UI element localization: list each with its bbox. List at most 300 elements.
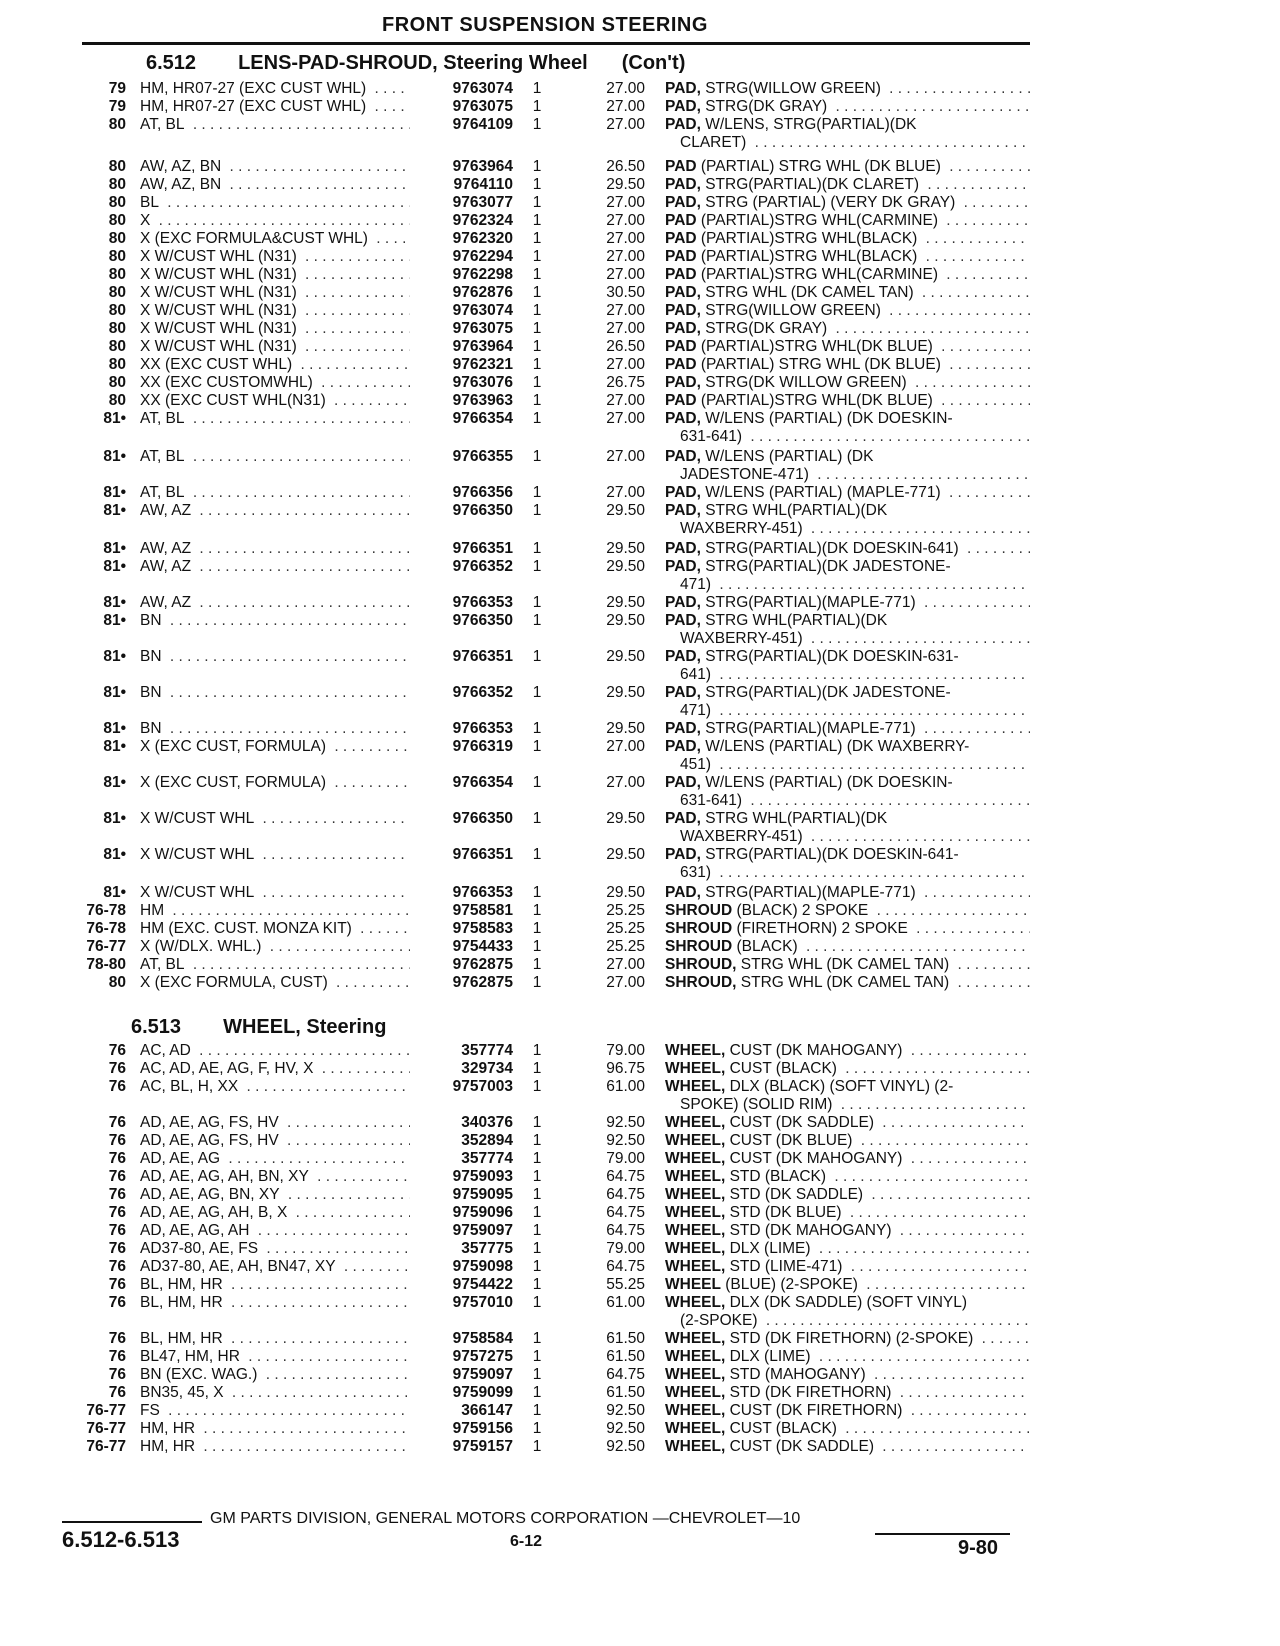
quantity: 1 (532, 1420, 542, 1437)
table-row (0, 1420, 1280, 1438)
application: AD, AE, AG, BN, XY . . . (140, 1186, 410, 1204)
table-row (0, 594, 1280, 612)
quantity: 1 (532, 956, 542, 973)
key-number: 76 (108, 1042, 126, 1059)
description: PAD, STRG(DK GRAY) . . . (665, 320, 1030, 338)
quantity: 1 (532, 212, 542, 229)
table-row (0, 484, 1280, 502)
application: X W/CUST WHL (N31) . . . (140, 284, 410, 302)
application: AW, AZ . . . (140, 540, 410, 558)
part-name: WHEEL, (665, 1150, 726, 1167)
part-name: PAD, (665, 594, 701, 611)
table-row (0, 502, 1280, 520)
table-row (0, 920, 1280, 938)
page-header (82, 12, 1030, 45)
key-number: 80 (108, 338, 126, 355)
key-number: 76 (108, 1204, 126, 1221)
part-number: 9763074 (452, 302, 513, 319)
part-name: PAD, (665, 502, 701, 519)
application: X . . . (140, 212, 410, 230)
description: PAD, STRG (PARTIAL) (VERY DK GRAY) . . . (665, 194, 1030, 212)
part-name: PAD, (665, 284, 701, 301)
price: 64.75 (606, 1186, 645, 1203)
application: AW, AZ . . . (140, 558, 410, 576)
part-number: 9762875 (452, 956, 513, 973)
part-name: WHEEL, (665, 1060, 726, 1077)
description: WHEEL, CUST (DK SADDLE) . . . (665, 1438, 1030, 1456)
application: X W/CUST WHL (N31) . . . (140, 302, 410, 320)
key-number: 76 (108, 1384, 126, 1401)
application: X W/CUST WHL . . . (140, 810, 410, 828)
description: WHEEL, DLX (BLACK) (SOFT VINYL) (2- (665, 1078, 1030, 1096)
application: HM, HR . . . (140, 1420, 410, 1438)
part-name: PAD (665, 266, 697, 283)
table-row (0, 392, 1280, 410)
table-row (0, 1348, 1280, 1366)
part-name: PAD, (665, 484, 701, 501)
description: PAD, STRG(PARTIAL)(DK DOESKIN-641) . . . (665, 540, 1030, 558)
table-row (0, 194, 1280, 212)
quantity: 1 (532, 176, 542, 193)
part-name: PAD, (665, 302, 701, 319)
part-number: 9762294 (452, 248, 513, 265)
part-number: 9763076 (452, 374, 513, 391)
table-row (0, 1222, 1280, 1240)
price: 79.00 (606, 1240, 645, 1257)
part-name: PAD (665, 248, 697, 265)
key-number: 81• (103, 558, 126, 575)
quantity: 1 (532, 392, 542, 409)
key-number: 76 (108, 1150, 126, 1167)
description: PAD (PARTIAL) STRG WHL (DK BLUE) . . . (665, 158, 1030, 176)
description-continuation: (2-SPOKE) . . . (680, 1312, 1030, 1330)
application: AT, BL . . . (140, 956, 410, 974)
key-number: 81• (103, 540, 126, 557)
key-number: 80 (108, 284, 126, 301)
description: SHROUD, STRG WHL (DK CAMEL TAN) . . . (665, 956, 1030, 974)
application: AT, BL . . . (140, 410, 410, 428)
key-number: 76-78 (86, 920, 126, 937)
application: HM, HR07-27 (EXC CUST WHL) . . . (140, 98, 410, 116)
application: FS . . . (140, 1402, 410, 1420)
application: XX (EXC CUST WHL(N31) . . . (140, 392, 410, 410)
price: 61.00 (606, 1294, 645, 1311)
application: AC, AD, AE, AG, F, HV, X . . . (140, 1060, 410, 1078)
part-number: 352894 (461, 1132, 513, 1149)
table-row (0, 884, 1280, 902)
table-row (0, 1294, 1280, 1312)
description: PAD, W/LENS, STRG(PARTIAL)(DK (665, 116, 1030, 134)
table-row (0, 448, 1280, 466)
key-number: 79 (108, 80, 126, 97)
quantity: 1 (532, 738, 542, 755)
description: PAD, STRG(PARTIAL)(MAPLE-771) . . . (665, 720, 1030, 738)
table-row-continuation (0, 1312, 1280, 1330)
application: HM . . . (140, 902, 410, 920)
quantity: 1 (532, 810, 542, 827)
part-number: 9762321 (452, 356, 513, 373)
quantity: 1 (532, 1114, 542, 1131)
key-number: 76 (108, 1240, 126, 1257)
key-number: 76 (108, 1366, 126, 1383)
part-name: PAD, (665, 410, 701, 427)
quantity: 1 (532, 612, 542, 629)
description: PAD, STRG(PARTIAL)(DK JADESTONE- (665, 684, 1030, 702)
key-number: 76 (108, 1186, 126, 1203)
description: PAD, STRG(WILLOW GREEN) . . . (665, 80, 1030, 98)
application: HM (EXC. CUST. MONZA KIT) . . . (140, 920, 410, 938)
table-row (0, 248, 1280, 266)
part-name: PAD, (665, 720, 701, 737)
part-number: 9762324 (452, 212, 513, 229)
price: 27.00 (606, 974, 645, 991)
price: 27.00 (606, 80, 645, 97)
description: PAD, STRG(PARTIAL)(DK JADESTONE- (665, 558, 1030, 576)
description: WHEEL (BLUE) (2-SPOKE) . . . (665, 1276, 1030, 1294)
part-name: WHEEL, (665, 1240, 726, 1257)
price: 79.00 (606, 1150, 645, 1167)
table-row (0, 1366, 1280, 1384)
key-number: 80 (108, 320, 126, 337)
table-row (0, 1042, 1280, 1060)
part-number: 9766350 (452, 502, 513, 519)
key-number: 76 (108, 1294, 126, 1311)
price: 27.00 (606, 116, 645, 133)
quantity: 1 (532, 1132, 542, 1149)
part-name: PAD, (665, 176, 701, 193)
part-number: 9766350 (452, 612, 513, 629)
description-continuation: WAXBERRY-451) . . . (680, 828, 1030, 846)
quantity: 1 (532, 884, 542, 901)
part-name: PAD, (665, 738, 701, 755)
part-name: WHEEL, (665, 1204, 726, 1221)
application: AD37-80, AE, AH, BN47, XY . . . (140, 1258, 410, 1276)
table-row (0, 540, 1280, 558)
description: WHEEL, STD (DK MAHOGANY) . . . (665, 1222, 1030, 1240)
part-name: WHEEL, (665, 1402, 726, 1419)
footer-rule (875, 1533, 1010, 1535)
part-number: 9757003 (452, 1078, 513, 1095)
quantity: 1 (532, 938, 542, 955)
table-row-continuation (0, 864, 1280, 882)
price: 29.50 (606, 810, 645, 827)
part-number: 9764110 (453, 176, 513, 193)
quantity: 1 (532, 1402, 542, 1419)
price: 96.75 (606, 1060, 645, 1077)
part-number: 9759156 (452, 1420, 513, 1437)
part-name: SHROUD (665, 938, 733, 955)
price: 25.25 (606, 902, 645, 919)
price: 27.00 (606, 356, 645, 373)
footer-rule (62, 1521, 202, 1523)
application: AW, AZ . . . (140, 502, 410, 520)
table-row (0, 302, 1280, 320)
part-name: PAD, (665, 846, 701, 863)
price: 92.50 (606, 1132, 645, 1149)
part-name: PAD, (665, 774, 701, 791)
part-number: 9766351 (452, 648, 513, 665)
description: PAD (PARTIAL)STRG WHL(BLACK) . . . (665, 248, 1030, 266)
price: 29.50 (606, 176, 645, 193)
key-number: 76 (108, 1114, 126, 1131)
description-continuation: 631-641) . . . (680, 428, 1030, 446)
table-row-continuation (0, 428, 1280, 446)
application: AW, AZ . . . (140, 594, 410, 612)
part-name: WHEEL, (665, 1258, 726, 1275)
part-number: 9763963 (452, 392, 513, 409)
description: PAD, STRG WHL(PARTIAL)(DK (665, 612, 1030, 630)
table-row (0, 1276, 1280, 1294)
quantity: 1 (532, 410, 542, 427)
application: BL47, HM, HR . . . (140, 1348, 410, 1366)
part-number: 9759157 (452, 1438, 513, 1455)
application: XX (EXC CUST WHL) . . . (140, 356, 410, 374)
table-row-continuation (0, 576, 1280, 594)
key-number: 81• (103, 410, 126, 427)
table-row (0, 1258, 1280, 1276)
quantity: 1 (532, 1384, 542, 1401)
application: X W/CUST WHL . . . (140, 884, 410, 902)
price: 29.50 (606, 594, 645, 611)
description-continuation: 641) . . . (680, 666, 1030, 684)
key-number: 81• (103, 774, 126, 791)
table-row (0, 1438, 1280, 1456)
table-row (0, 846, 1280, 864)
description-continuation: 471) . . . (680, 702, 1030, 720)
part-number: 9754433 (452, 938, 513, 955)
price: 64.75 (606, 1204, 645, 1221)
quantity: 1 (532, 98, 542, 115)
description: PAD, W/LENS (PARTIAL) (DK DOESKIN- (665, 774, 1030, 792)
description: WHEEL, DLX (LIME) . . . (665, 1240, 1030, 1258)
application: BL . . . (140, 194, 410, 212)
part-name: PAD, (665, 540, 701, 557)
table-row (0, 356, 1280, 374)
part-number: 9766353 (452, 884, 513, 901)
table-row (0, 1330, 1280, 1348)
part-name: PAD, (665, 558, 701, 575)
part-name: WHEEL, (665, 1384, 726, 1401)
part-name: WHEEL (665, 1276, 721, 1293)
price: 55.25 (606, 1276, 645, 1293)
part-number: 366147 (461, 1402, 513, 1419)
application: X W/CUST WHL (N31) . . . (140, 248, 410, 266)
price: 61.50 (606, 1348, 645, 1365)
key-number: 76 (108, 1330, 126, 1347)
table-row-continuation (0, 828, 1280, 846)
part-number: 9758581 (452, 902, 513, 919)
part-name: PAD, (665, 374, 701, 391)
description-continuation: WAXBERRY-451) . . . (680, 520, 1030, 538)
price: 27.00 (606, 410, 645, 427)
price: 27.00 (606, 774, 645, 791)
part-number: 9759093 (452, 1168, 513, 1185)
application: AD, AE, AG, FS, HV . . . (140, 1132, 410, 1150)
part-name: PAD (665, 230, 697, 247)
table-row (0, 974, 1280, 992)
part-number: 9766350 (452, 810, 513, 827)
quantity: 1 (532, 720, 542, 737)
description: WHEEL, CUST (DK FIRETHORN) . . . (665, 1402, 1030, 1420)
quantity: 1 (532, 558, 542, 575)
description-continuation: 631) . . . (680, 864, 1030, 882)
part-name: PAD (665, 392, 697, 409)
description: WHEEL, CUST (DK SADDLE) . . . (665, 1114, 1030, 1132)
part-number: 9763074 (452, 80, 513, 97)
key-number: 78-80 (86, 956, 126, 973)
description: WHEEL, STD (DK FIRETHORN) (2-SPOKE) . . . (665, 1330, 1030, 1348)
part-name: WHEEL, (665, 1348, 726, 1365)
price: 27.00 (606, 738, 645, 755)
application: BN (EXC. WAG.) . . . (140, 1366, 410, 1384)
description: WHEEL, DLX (LIME) . . . (665, 1348, 1030, 1366)
key-number: 76 (108, 1222, 126, 1239)
part-number: 9766353 (452, 594, 513, 611)
table-row-continuation (0, 630, 1280, 648)
description: PAD, STRG WHL(PARTIAL)(DK (665, 502, 1030, 520)
key-number: 81• (103, 738, 126, 755)
quantity: 1 (532, 374, 542, 391)
footer-date: 9-80 (958, 1537, 999, 1559)
part-number: 9758584 (452, 1330, 513, 1347)
part-number: 9766352 (452, 558, 513, 575)
description-continuation: 451) . . . (680, 756, 1030, 774)
description-continuation: 631-641) . . . (680, 792, 1030, 810)
description-continuation: WAXBERRY-451) . . . (680, 630, 1030, 648)
description: PAD (PARTIAL) STRG WHL (DK BLUE) . . . (665, 356, 1030, 374)
part-number: 357774 (461, 1042, 513, 1059)
section-name: LENS-PAD-SHROUD, Steering Wheel (238, 52, 588, 74)
table-row-continuation (0, 756, 1280, 774)
part-name: PAD, (665, 320, 701, 337)
quantity: 1 (532, 648, 542, 665)
price: 27.00 (606, 248, 645, 265)
price: 27.00 (606, 392, 645, 409)
application: HM, HR07-27 (EXC CUST WHL) . . . (140, 80, 410, 98)
quantity: 1 (532, 540, 542, 557)
quantity: 1 (532, 684, 542, 701)
key-number: 80 (108, 158, 126, 175)
part-number: 9763964 (452, 338, 513, 355)
part-number: 9754422 (452, 1276, 513, 1293)
section-6-513-heading (131, 1016, 386, 1039)
description: WHEEL, CUST (DK MAHOGANY) . . . (665, 1150, 1030, 1168)
part-number: 9762298 (452, 266, 513, 283)
table-row-continuation (0, 520, 1280, 538)
quantity: 1 (532, 484, 542, 501)
part-name: WHEEL, (665, 1330, 726, 1347)
application: AD, AE, AG, AH . . . (140, 1222, 410, 1240)
price: 29.50 (606, 846, 645, 863)
key-number: 81• (103, 884, 126, 901)
part-name: WHEEL, (665, 1078, 726, 1095)
quantity: 1 (532, 116, 542, 133)
part-name: WHEEL, (665, 1132, 726, 1149)
table-row (0, 684, 1280, 702)
key-number: 81• (103, 810, 126, 827)
application: X (EXC CUST, FORMULA) . . . (140, 738, 410, 756)
application: AT, BL . . . (140, 484, 410, 502)
description: WHEEL, CUST (DK MAHOGANY) . . . (665, 1042, 1030, 1060)
quantity: 1 (532, 1186, 542, 1203)
price: 27.00 (606, 98, 645, 115)
part-number: 9762320 (452, 230, 513, 247)
part-number: 9766355 (452, 448, 513, 465)
price: 27.00 (606, 266, 645, 283)
application: BN . . . (140, 684, 410, 702)
table-row (0, 1168, 1280, 1186)
price: 26.50 (606, 338, 645, 355)
quantity: 1 (532, 1168, 542, 1185)
price: 27.00 (606, 230, 645, 247)
price: 29.50 (606, 612, 645, 629)
application: BN . . . (140, 612, 410, 630)
part-name: WHEEL, (665, 1222, 726, 1239)
key-number: 76-77 (86, 1438, 126, 1455)
table-row (0, 1114, 1280, 1132)
price: 29.50 (606, 558, 645, 575)
price: 64.75 (606, 1366, 645, 1383)
price: 27.00 (606, 484, 645, 501)
part-number: 9762876 (452, 284, 513, 301)
application: AD, AE, AG, AH, BN, XY . . . (140, 1168, 410, 1186)
key-number: 76 (108, 1060, 126, 1077)
part-name: SHROUD, (665, 974, 737, 991)
quantity: 1 (532, 1240, 542, 1257)
part-number: 9762875 (452, 974, 513, 991)
key-number: 76 (108, 1078, 126, 1095)
application: AD37-80, AE, FS . . . (140, 1240, 410, 1258)
table-row-continuation (0, 1096, 1280, 1114)
description: WHEEL, STD (DK BLUE) . . . (665, 1204, 1030, 1222)
quantity: 1 (532, 1204, 542, 1221)
quantity: 1 (532, 1222, 542, 1239)
description: WHEEL, CUST (BLACK) . . . (665, 1420, 1030, 1438)
application: AD, AE, AG . . . (140, 1150, 410, 1168)
quantity: 1 (532, 1438, 542, 1455)
page-title: FRONT SUSPENSION STEERING (382, 14, 708, 36)
description: PAD, STRG(DK WILLOW GREEN) . . . (665, 374, 1030, 392)
part-number: 9766354 (452, 410, 513, 427)
description: WHEEL, STD (LIME-471) . . . (665, 1258, 1030, 1276)
price: 64.75 (606, 1168, 645, 1185)
part-number: 340376 (461, 1114, 513, 1131)
table-row (0, 374, 1280, 392)
part-name: WHEEL, (665, 1366, 726, 1383)
price: 25.25 (606, 920, 645, 937)
description: SHROUD (BLACK) 2 SPOKE . . . (665, 902, 1030, 920)
description: PAD, STRG WHL (DK CAMEL TAN) . . . (665, 284, 1030, 302)
description: PAD, STRG WHL(PARTIAL)(DK (665, 810, 1030, 828)
part-name: PAD, (665, 612, 701, 629)
table-row (0, 176, 1280, 194)
part-name: PAD, (665, 684, 701, 701)
table-row (0, 612, 1280, 630)
description: WHEEL, STD (BLACK) . . . (665, 1168, 1030, 1186)
table-row (0, 558, 1280, 576)
description: WHEEL, DLX (DK SADDLE) (SOFT VINYL) (665, 1294, 1030, 1312)
description: PAD, STRG(WILLOW GREEN) . . . (665, 302, 1030, 320)
table-row (0, 320, 1280, 338)
part-number: 9763075 (452, 98, 513, 115)
price: 92.50 (606, 1402, 645, 1419)
description-continuation: CLARET) . . . (680, 134, 1030, 152)
application: XX (EXC CUSTOMWHL) . . . (140, 374, 410, 392)
application: BN . . . (140, 720, 410, 738)
description: SHROUD (BLACK) . . . (665, 938, 1030, 956)
table-row (0, 1150, 1280, 1168)
price: 29.50 (606, 648, 645, 665)
